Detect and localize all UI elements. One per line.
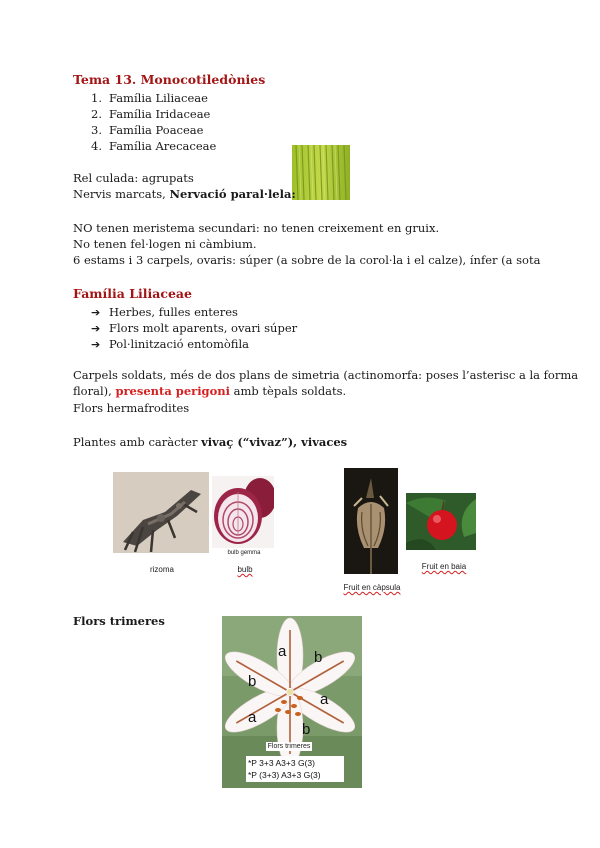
- stamens-text: 6 estams i 3 carpels, ovaris: súper (a sobre de la corol·la i el calze), ínfer (a sota: [73, 253, 541, 267]
- berry-image: [406, 493, 476, 550]
- capsule-caption: Fruit en càpsula: [343, 583, 401, 592]
- root-text: Rel culada: agrupats: [73, 171, 194, 185]
- rhizome-image: [113, 472, 209, 553]
- floral-formula-2: *P (3+3) A3+3 G(3): [248, 770, 321, 780]
- list-item: ➔ Herbes, fulles enteres: [91, 305, 238, 319]
- page-title: Tema 13. Monocotiledònies: [73, 72, 266, 87]
- berry-caption: Fruit en baia: [421, 562, 467, 571]
- bulb-caption: bulb: [237, 565, 253, 574]
- arrow-icon: ➔: [91, 306, 101, 319]
- petal-label: a: [248, 709, 257, 726]
- rhizome-caption: rizoma: [149, 565, 174, 574]
- list-item: 4. Família Arecaceae: [91, 139, 217, 153]
- petal-label: b: [314, 649, 323, 666]
- hermaphrodite-text: Flors hermafrodites: [73, 401, 190, 415]
- liliaceae-bullets: [91, 304, 297, 352]
- floral-formula-box: [246, 756, 344, 782]
- parallel-veins-image: [292, 145, 350, 200]
- petal-label: a: [278, 643, 287, 660]
- perigone-text: floral), presenta perigoni amb tèpals soldats.: [73, 384, 347, 398]
- trimerous-label: Flors trimeres: [73, 614, 165, 628]
- carpels-text: Carpels soldats, més de dos plans de simetria (actinomorfa: poses l’asterisc a la forma: [73, 368, 579, 382]
- capsule-image: [344, 468, 398, 574]
- list-item: 3. Família Poaceae: [91, 123, 204, 137]
- no-meristem-text: NO tenen meristema secundari: no tenen creixement en gruix.: [73, 221, 440, 235]
- nerves-text: Nervis marcats, Nervació paral·lela:: [73, 187, 296, 201]
- arrow-icon: ➔: [91, 338, 101, 351]
- no-phellogen-text: No tenen fel·logen ni càmbium.: [73, 237, 257, 251]
- floral-formula-1: *P 3+3 A3+3 G(3): [248, 758, 315, 768]
- bulb-subcaption: bulb gemma: [227, 550, 261, 556]
- liliaceae-heading: Família Liliaceae: [73, 286, 192, 301]
- bulb-image: [212, 476, 274, 548]
- list-item: 1. Família Liliaceae: [91, 91, 208, 105]
- petal-label: a: [320, 691, 329, 708]
- families-list: [91, 90, 216, 154]
- perennial-text: Plantes amb caràcter vivaç (“vivaz”), vivaces: [73, 435, 348, 449]
- list-item: ➔ Flors molt aparents, ovari súper: [91, 321, 298, 335]
- petal-label: b: [302, 721, 311, 738]
- petal-label: b: [248, 673, 257, 690]
- list-item: 2. Família Iridaceae: [91, 107, 211, 121]
- list-item: ➔ Pol·linització entomòfila: [91, 337, 249, 351]
- trimerous-flower-image: [222, 616, 362, 788]
- arrow-icon: ➔: [91, 322, 101, 335]
- flower-inner-caption: Flors trimeres: [267, 743, 311, 750]
